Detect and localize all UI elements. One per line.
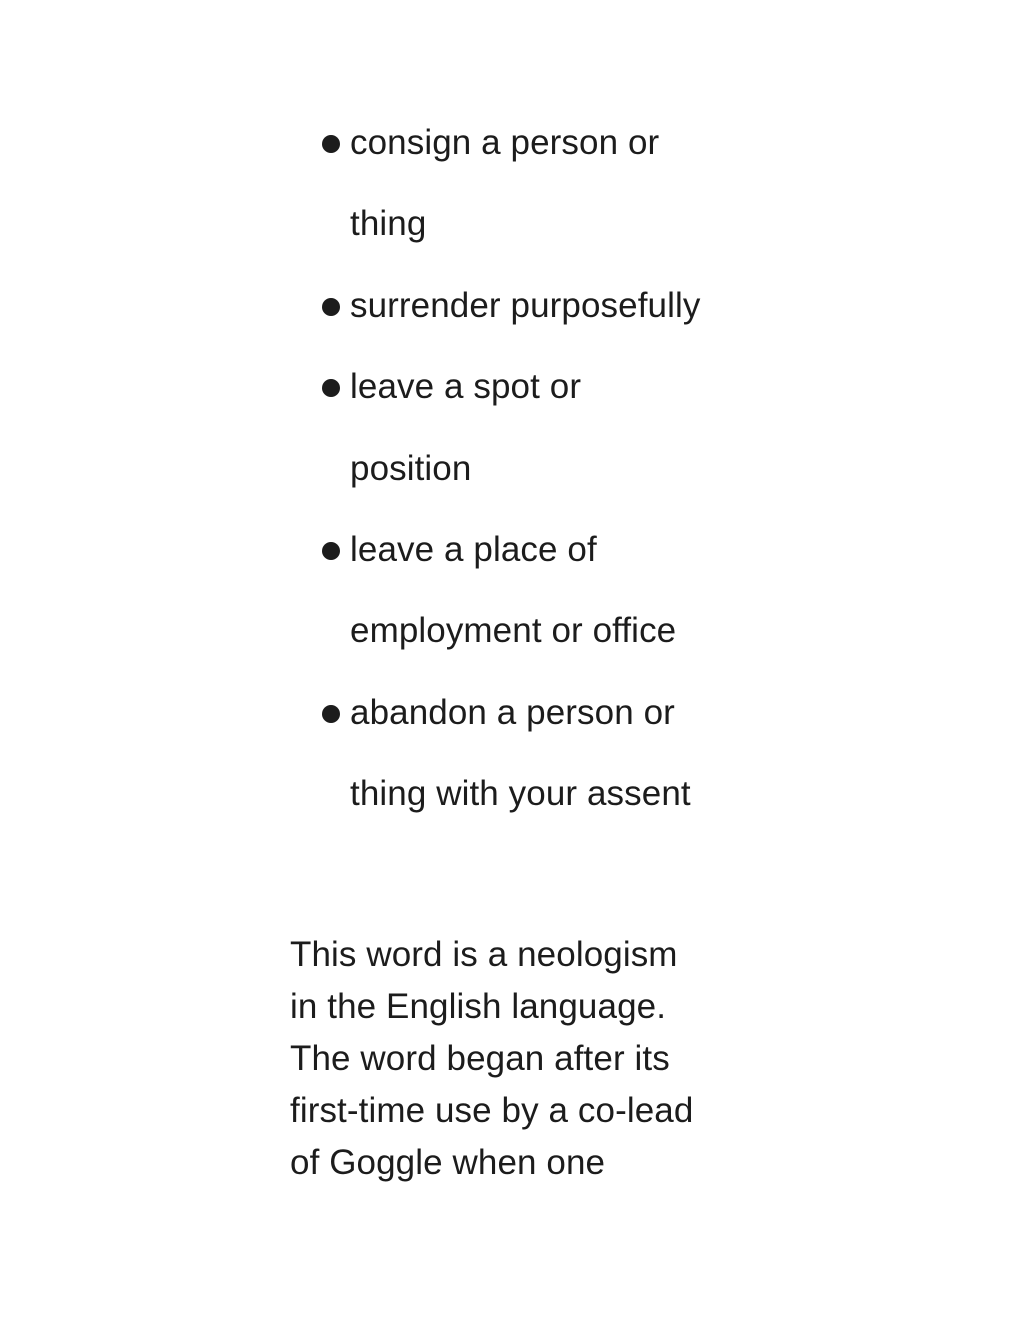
bullet-icon [322,379,340,397]
bullet-icon [322,705,340,723]
definition-item [322,509,742,672]
definition-line: thing with your assent [350,774,691,814]
paragraph-line: This word is a neologism [290,935,678,974]
paragraph-line: The word began after its [290,1039,670,1078]
paragraph-line: of Goggle when one [290,1143,606,1182]
definition-line: consign a person or [350,123,660,162]
paragraph-line: in the English language. [290,987,667,1026]
paragraph-line: first-time use by a co-lead [290,1091,694,1130]
definition-item [322,265,742,346]
definition-line: leave a place of [350,530,597,570]
definition-line: surrender purposefully [350,285,701,325]
definition-line: leave a spot or [350,367,582,407]
definition-item [322,672,742,835]
definition-line: employment or office [350,611,677,651]
definition-list [322,102,742,835]
definition-line: abandon a person or [350,692,675,732]
bullet-icon [322,135,340,153]
definition-line: position [350,448,472,488]
definition-item [322,346,742,509]
bullet-icon [322,542,340,560]
definition-item [322,102,742,265]
body-paragraph [290,929,735,1189]
definition-line: thing [350,204,427,244]
bullet-icon [322,298,340,316]
